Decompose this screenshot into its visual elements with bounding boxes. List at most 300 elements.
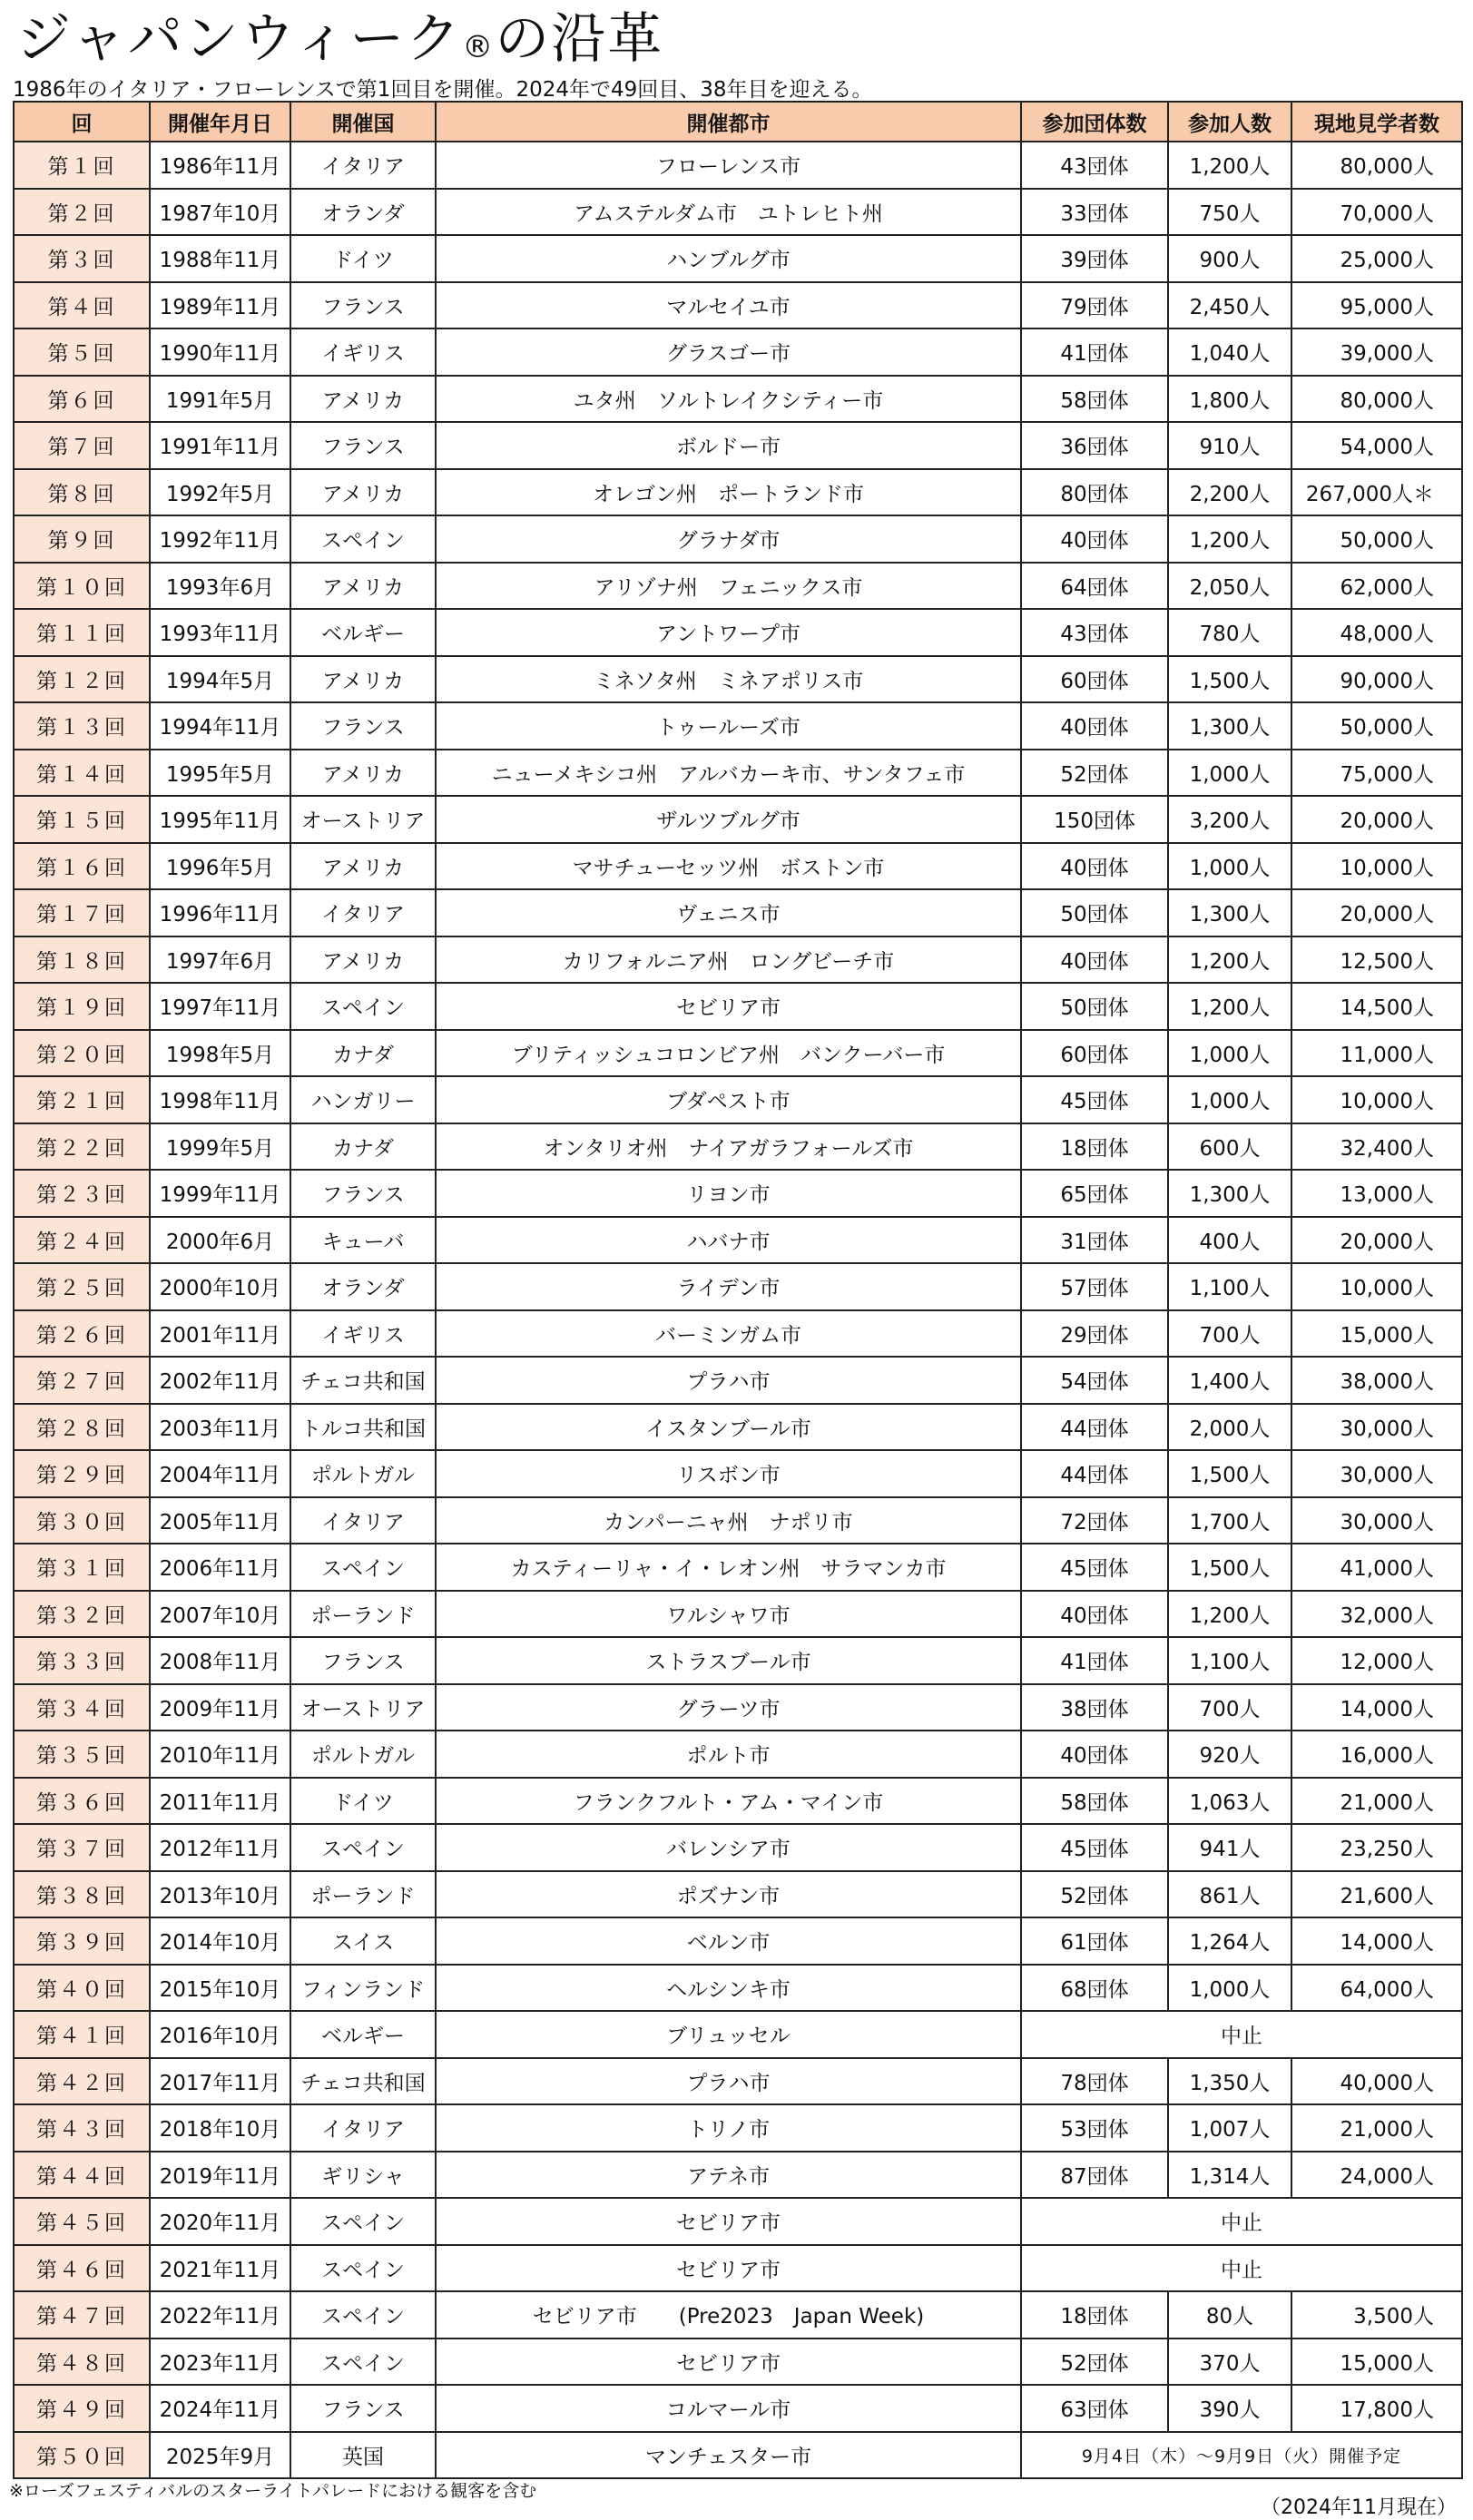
table-row — [14, 2291, 1462, 2339]
round-cell: 第６回 — [14, 376, 150, 423]
visitors-cell: 80,000人 — [1291, 376, 1462, 423]
city-cell: ボルドー市 — [436, 422, 1021, 469]
round-cell: 第１５回 — [14, 796, 150, 843]
header-row — [14, 102, 1462, 142]
table-row — [14, 422, 1462, 469]
table-row — [14, 2198, 1462, 2245]
country-cell: フランス — [290, 1170, 436, 1217]
date-cell: 2012年11月 — [150, 1824, 290, 1871]
date-cell: 2008年11月 — [150, 1637, 290, 1684]
date-cell: 2010年11月 — [150, 1731, 290, 1778]
history-table — [13, 101, 1463, 2479]
table-row — [14, 2245, 1462, 2292]
round-cell: 第３２回 — [14, 1591, 150, 1638]
participants-cell: 1,000人 — [1168, 1965, 1291, 2012]
table-row — [14, 235, 1462, 282]
city-cell: ポズナン市 — [436, 1871, 1021, 1918]
participants-cell: 750人 — [1168, 189, 1291, 236]
groups-cell: 18団体 — [1021, 1123, 1168, 1171]
visitors-cell: 16,000人 — [1291, 1731, 1462, 1778]
city-cell: ストラスブール市 — [436, 1637, 1021, 1684]
country-cell: フランス — [290, 422, 436, 469]
visitors-cell: 50,000人 — [1291, 515, 1462, 563]
status-cell: 中止 — [1021, 2245, 1462, 2292]
city-cell: グラーツ市 — [436, 1684, 1021, 1731]
table-row — [14, 376, 1462, 423]
date-cell: 1993年11月 — [150, 609, 290, 656]
participants-cell: 1,000人 — [1168, 1030, 1291, 1077]
round-cell: 第１２回 — [14, 656, 150, 703]
country-cell: ベルギー — [290, 609, 436, 656]
participants-cell: 1,200人 — [1168, 936, 1291, 984]
round-cell: 第４６回 — [14, 2245, 150, 2292]
column-header: 回 — [14, 102, 150, 142]
round-cell: 第１７回 — [14, 889, 150, 936]
visitors-cell: 11,000人 — [1291, 1030, 1462, 1077]
groups-cell: 31団体 — [1021, 1217, 1168, 1264]
date-cell: 1986年11月 — [150, 142, 290, 189]
city-cell: フローレンス市 — [436, 142, 1021, 189]
date-cell: 2003年11月 — [150, 1404, 290, 1451]
city-cell: オンタリオ州 ナイアガラフォールズ市 — [436, 1123, 1021, 1171]
visitors-cell: 38,000人 — [1291, 1357, 1462, 1404]
column-header: 開催都市 — [436, 102, 1021, 142]
participants-cell: 700人 — [1168, 1310, 1291, 1358]
date-cell: 1997年6月 — [150, 936, 290, 984]
participants-cell: 1,500人 — [1168, 1450, 1291, 1497]
round-cell: 第４８回 — [14, 2339, 150, 2386]
groups-cell: 40団体 — [1021, 515, 1168, 563]
visitors-cell: 13,000人 — [1291, 1170, 1462, 1217]
country-cell: カナダ — [290, 1030, 436, 1077]
table-body — [14, 142, 1462, 2478]
table-row — [14, 1824, 1462, 1871]
country-cell: フランス — [290, 1637, 436, 1684]
groups-cell: 39団体 — [1021, 235, 1168, 282]
city-cell: グラナダ市 — [436, 515, 1021, 563]
visitors-cell: 23,250人 — [1291, 1824, 1462, 1871]
date-cell: 1988年11月 — [150, 235, 290, 282]
groups-cell: 33団体 — [1021, 189, 1168, 236]
participants-cell: 2,450人 — [1168, 282, 1291, 329]
participants-cell: 1,314人 — [1168, 2152, 1291, 2199]
table-row — [14, 2432, 1462, 2479]
date-cell: 2016年10月 — [150, 2011, 290, 2058]
participants-cell: 1,000人 — [1168, 1076, 1291, 1123]
city-cell: プラハ市 — [436, 2058, 1021, 2105]
participants-cell: 1,100人 — [1168, 1637, 1291, 1684]
as-of-date: （2024年11月現在） — [1261, 2496, 1457, 2519]
groups-cell: 40団体 — [1021, 1731, 1168, 1778]
visitors-cell: 10,000人 — [1291, 843, 1462, 890]
city-cell: カリフォルニア州 ロングビーチ市 — [436, 936, 1021, 984]
groups-cell: 41団体 — [1021, 328, 1168, 376]
country-cell: スペイン — [290, 2291, 436, 2339]
round-cell: 第４４回 — [14, 2152, 150, 2199]
date-cell: 1999年11月 — [150, 1170, 290, 1217]
round-cell: 第９回 — [14, 515, 150, 563]
table-row — [14, 1684, 1462, 1731]
visitors-cell: 54,000人 — [1291, 422, 1462, 469]
round-cell: 第３９回 — [14, 1917, 150, 1965]
round-cell: 第１回 — [14, 142, 150, 189]
table-row — [14, 1544, 1462, 1591]
participants-cell: 1,007人 — [1168, 2104, 1291, 2152]
date-cell: 2015年10月 — [150, 1965, 290, 2012]
participants-cell: 3,200人 — [1168, 796, 1291, 843]
table-row — [14, 2058, 1462, 2105]
visitors-cell: 21,600人 — [1291, 1871, 1462, 1918]
participants-cell: 2,050人 — [1168, 563, 1291, 610]
round-cell: 第２１回 — [14, 1076, 150, 1123]
participants-cell: 1,300人 — [1168, 702, 1291, 750]
table-row — [14, 2339, 1462, 2386]
groups-cell: 57団体 — [1021, 1263, 1168, 1310]
country-cell: ポルトガル — [290, 1731, 436, 1778]
city-cell: ニューメキシコ州 アルバカーキ市、サンタフェ市 — [436, 750, 1021, 797]
visitors-cell: 80,000人 — [1291, 142, 1462, 189]
status-cell: 9月4日（木）～9月9日（火）開催予定 — [1021, 2432, 1462, 2479]
country-cell: スペイン — [290, 983, 436, 1030]
table-row — [14, 1076, 1462, 1123]
groups-cell: 41団体 — [1021, 1637, 1168, 1684]
groups-cell: 45団体 — [1021, 1544, 1168, 1591]
date-cell: 2000年10月 — [150, 1263, 290, 1310]
table-row — [14, 1731, 1462, 1778]
table-row — [14, 1637, 1462, 1684]
round-cell: 第２２回 — [14, 1123, 150, 1171]
visitors-cell: 3,500人 — [1291, 2291, 1462, 2339]
groups-cell: 58団体 — [1021, 376, 1168, 423]
visitors-cell: 267,000人＊ — [1291, 469, 1462, 516]
participants-cell: 390人 — [1168, 2385, 1291, 2432]
city-cell: アテネ市 — [436, 2152, 1021, 2199]
city-cell: マルセイユ市 — [436, 282, 1021, 329]
round-cell: 第４５回 — [14, 2198, 150, 2245]
participants-cell: 1,000人 — [1168, 843, 1291, 890]
groups-cell: 44団体 — [1021, 1404, 1168, 1451]
date-cell: 2011年11月 — [150, 1778, 290, 1825]
participants-cell: 1,000人 — [1168, 750, 1291, 797]
groups-cell: 65団体 — [1021, 1170, 1168, 1217]
city-cell: トリノ市 — [436, 2104, 1021, 2152]
participants-cell: 1,400人 — [1168, 1357, 1291, 1404]
date-cell: 1992年5月 — [150, 469, 290, 516]
participants-cell: 1,200人 — [1168, 515, 1291, 563]
table-row — [14, 189, 1462, 236]
registered-mark: ® — [462, 29, 496, 65]
visitors-cell: 12,000人 — [1291, 1637, 1462, 1684]
visitors-cell: 14,000人 — [1291, 1684, 1462, 1731]
country-cell: ポルトガル — [290, 1450, 436, 1497]
city-cell: ハバナ市 — [436, 1217, 1021, 1264]
country-cell: オランダ — [290, 189, 436, 236]
groups-cell: 40団体 — [1021, 843, 1168, 890]
table-row — [14, 1030, 1462, 1077]
country-cell: イギリス — [290, 1310, 436, 1358]
round-cell: 第５回 — [14, 328, 150, 376]
city-cell: ブリティッシュコロンビア州 バンクーバー市 — [436, 1030, 1021, 1077]
country-cell: アメリカ — [290, 376, 436, 423]
participants-cell: 861人 — [1168, 1871, 1291, 1918]
round-cell: 第２４回 — [14, 1217, 150, 1264]
country-cell: ハンガリー — [290, 1076, 436, 1123]
column-header: 開催国 — [290, 102, 436, 142]
participants-cell: 1,300人 — [1168, 889, 1291, 936]
table-row — [14, 1450, 1462, 1497]
title-main: ジャパンウィーク — [16, 7, 463, 71]
participants-cell: 1,200人 — [1168, 983, 1291, 1030]
date-cell: 1994年11月 — [150, 702, 290, 750]
city-cell: セビリア市 (Pre2023 Japan Week) — [436, 2291, 1021, 2339]
city-cell: フランクフルト・アム・マイン市 — [436, 1778, 1021, 1825]
round-cell: 第７回 — [14, 422, 150, 469]
country-cell: オーストリア — [290, 796, 436, 843]
city-cell: セビリア市 — [436, 2245, 1021, 2292]
table-row — [14, 282, 1462, 329]
country-cell: アメリカ — [290, 656, 436, 703]
participants-cell: 1,800人 — [1168, 376, 1291, 423]
date-cell: 2017年11月 — [150, 2058, 290, 2105]
visitors-cell: 41,000人 — [1291, 1544, 1462, 1591]
round-cell: 第３６回 — [14, 1778, 150, 1825]
participants-cell: 400人 — [1168, 1217, 1291, 1264]
visitors-cell: 32,400人 — [1291, 1123, 1462, 1171]
round-cell: 第１８回 — [14, 936, 150, 984]
country-cell: イタリア — [290, 889, 436, 936]
round-cell: 第４１回 — [14, 2011, 150, 2058]
round-cell: 第４３回 — [14, 2104, 150, 2152]
round-cell: 第１３回 — [14, 702, 150, 750]
city-cell: グラスゴー市 — [436, 328, 1021, 376]
participants-cell: 1,264人 — [1168, 1917, 1291, 1965]
date-cell: 1991年5月 — [150, 376, 290, 423]
city-cell: ユタ州 ソルトレイクシティー市 — [436, 376, 1021, 423]
table-row — [14, 1217, 1462, 1264]
groups-cell: 18団体 — [1021, 2291, 1168, 2339]
city-cell: アントワープ市 — [436, 609, 1021, 656]
city-cell: セビリア市 — [436, 983, 1021, 1030]
table-row — [14, 563, 1462, 610]
date-cell: 2006年11月 — [150, 1544, 290, 1591]
date-cell: 1992年11月 — [150, 515, 290, 563]
country-cell: チェコ共和国 — [290, 2058, 436, 2105]
groups-cell: 80団体 — [1021, 469, 1168, 516]
groups-cell: 38団体 — [1021, 1684, 1168, 1731]
date-cell: 2014年10月 — [150, 1917, 290, 1965]
footnote: ※ローズフェスティバルのスターライトパレードにおける観客を含む — [9, 2481, 537, 2501]
city-cell: バレンシア市 — [436, 1824, 1021, 1871]
groups-cell: 60団体 — [1021, 1030, 1168, 1077]
city-cell: カスティーリャ・イ・レオン州 サラマンカ市 — [436, 1544, 1021, 1591]
date-cell: 2009年11月 — [150, 1684, 290, 1731]
visitors-cell: 15,000人 — [1291, 2339, 1462, 2386]
date-cell: 1990年11月 — [150, 328, 290, 376]
round-cell: 第２９回 — [14, 1450, 150, 1497]
participants-cell: 1,500人 — [1168, 1544, 1291, 1591]
table-row — [14, 1778, 1462, 1825]
visitors-cell: 10,000人 — [1291, 1263, 1462, 1310]
round-cell: 第５０回 — [14, 2432, 150, 2479]
table-row — [14, 2385, 1462, 2432]
country-cell: アメリカ — [290, 750, 436, 797]
table-row — [14, 1591, 1462, 1638]
city-cell: ヴェニス市 — [436, 889, 1021, 936]
city-cell: ブリュッセル — [436, 2011, 1021, 2058]
participants-cell: 700人 — [1168, 1684, 1291, 1731]
country-cell: スペイン — [290, 1544, 436, 1591]
groups-cell: 78団体 — [1021, 2058, 1168, 2105]
round-cell: 第３５回 — [14, 1731, 150, 1778]
visitors-cell: 48,000人 — [1291, 609, 1462, 656]
table-row — [14, 609, 1462, 656]
city-cell: ザルツブルグ市 — [436, 796, 1021, 843]
country-cell: ポーランド — [290, 1871, 436, 1918]
round-cell: 第１０回 — [14, 563, 150, 610]
date-cell: 1998年5月 — [150, 1030, 290, 1077]
visitors-cell: 20,000人 — [1291, 796, 1462, 843]
city-cell: カンパーニャ州 ナポリ市 — [436, 1497, 1021, 1544]
groups-cell: 43団体 — [1021, 609, 1168, 656]
groups-cell: 61団体 — [1021, 1917, 1168, 1965]
table-row — [14, 1170, 1462, 1217]
groups-cell: 58団体 — [1021, 1778, 1168, 1825]
visitors-cell: 30,000人 — [1291, 1497, 1462, 1544]
round-cell: 第２０回 — [14, 1030, 150, 1077]
table-row — [14, 1263, 1462, 1310]
participants-cell: 910人 — [1168, 422, 1291, 469]
city-cell: オレゴン州 ポートランド市 — [436, 469, 1021, 516]
visitors-cell: 30,000人 — [1291, 1450, 1462, 1497]
city-cell: ハンブルグ市 — [436, 235, 1021, 282]
visitors-cell: 17,800人 — [1291, 2385, 1462, 2432]
round-cell: 第３１回 — [14, 1544, 150, 1591]
visitors-cell: 10,000人 — [1291, 1076, 1462, 1123]
round-cell: 第４回 — [14, 282, 150, 329]
title-suffix: の沿革 — [495, 7, 664, 71]
groups-cell: 50団体 — [1021, 983, 1168, 1030]
country-cell: スペイン — [290, 2198, 436, 2245]
date-cell: 1995年5月 — [150, 750, 290, 797]
country-cell: イタリア — [290, 1497, 436, 1544]
participants-cell: 780人 — [1168, 609, 1291, 656]
groups-cell: 60団体 — [1021, 656, 1168, 703]
date-cell: 2024年11月 — [150, 2385, 290, 2432]
round-cell: 第４２回 — [14, 2058, 150, 2105]
country-cell: アメリカ — [290, 563, 436, 610]
table-row — [14, 1965, 1462, 2012]
round-cell: 第３回 — [14, 235, 150, 282]
date-cell: 2019年11月 — [150, 2152, 290, 2199]
country-cell: ドイツ — [290, 1778, 436, 1825]
city-cell: ライデン市 — [436, 1263, 1021, 1310]
country-cell: 英国 — [290, 2432, 436, 2479]
groups-cell: 52団体 — [1021, 1871, 1168, 1918]
visitors-cell: 20,000人 — [1291, 889, 1462, 936]
city-cell: ミネソタ州 ミネアポリス市 — [436, 656, 1021, 703]
round-cell: 第２回 — [14, 189, 150, 236]
table-row — [14, 750, 1462, 797]
visitors-cell: 24,000人 — [1291, 2152, 1462, 2199]
groups-cell: 45団体 — [1021, 1076, 1168, 1123]
visitors-cell: 62,000人 — [1291, 563, 1462, 610]
country-cell: フランス — [290, 282, 436, 329]
participants-cell: 2,200人 — [1168, 469, 1291, 516]
table-row — [14, 469, 1462, 516]
country-cell: ギリシャ — [290, 2152, 436, 2199]
status-cell: 中止 — [1021, 2011, 1462, 2058]
date-cell: 2005年11月 — [150, 1497, 290, 1544]
city-cell: アムステルダム市 ユトレヒト州 — [436, 189, 1021, 236]
groups-cell: 36団体 — [1021, 422, 1168, 469]
participants-cell: 600人 — [1168, 1123, 1291, 1171]
visitors-cell: 20,000人 — [1291, 1217, 1462, 1264]
table-row — [14, 843, 1462, 890]
groups-cell: 40団体 — [1021, 936, 1168, 984]
participants-cell: 80人 — [1168, 2291, 1291, 2339]
round-cell: 第３８回 — [14, 1871, 150, 1918]
table-row — [14, 1497, 1462, 1544]
visitors-cell: 25,000人 — [1291, 235, 1462, 282]
date-cell: 1987年10月 — [150, 189, 290, 236]
city-cell: セビリア市 — [436, 2198, 1021, 2245]
country-cell: スペイン — [290, 1824, 436, 1871]
visitors-cell: 12,500人 — [1291, 936, 1462, 984]
column-header: 現地見学者数 — [1291, 102, 1462, 142]
round-cell: 第３０回 — [14, 1497, 150, 1544]
city-cell: ベルン市 — [436, 1917, 1021, 1965]
date-cell: 1996年11月 — [150, 889, 290, 936]
groups-cell: 68団体 — [1021, 1965, 1168, 2012]
round-cell: 第２５回 — [14, 1263, 150, 1310]
date-cell: 2000年6月 — [150, 1217, 290, 1264]
country-cell: フィンランド — [290, 1965, 436, 2012]
groups-cell: 43団体 — [1021, 142, 1168, 189]
city-cell: バーミンガム市 — [436, 1310, 1021, 1358]
country-cell: チェコ共和国 — [290, 1357, 436, 1404]
date-cell: 1998年11月 — [150, 1076, 290, 1123]
table-row — [14, 702, 1462, 750]
participants-cell: 1,040人 — [1168, 328, 1291, 376]
date-cell: 2023年11月 — [150, 2339, 290, 2386]
date-cell: 1991年11月 — [150, 422, 290, 469]
country-cell: ドイツ — [290, 235, 436, 282]
table-row — [14, 796, 1462, 843]
round-cell: 第１９回 — [14, 983, 150, 1030]
date-cell: 1997年11月 — [150, 983, 290, 1030]
city-cell: セビリア市 — [436, 2339, 1021, 2386]
table-row — [14, 2104, 1462, 2152]
country-cell: トルコ共和国 — [290, 1404, 436, 1451]
table-header — [14, 102, 1462, 142]
date-cell: 1999年5月 — [150, 1123, 290, 1171]
table-row — [14, 2011, 1462, 2058]
participants-cell: 1,700人 — [1168, 1497, 1291, 1544]
groups-cell: 79団体 — [1021, 282, 1168, 329]
date-cell: 1993年6月 — [150, 563, 290, 610]
visitors-cell: 75,000人 — [1291, 750, 1462, 797]
table-row — [14, 1404, 1462, 1451]
country-cell: キューバ — [290, 1217, 436, 1264]
table-row — [14, 328, 1462, 376]
groups-cell: 45団体 — [1021, 1824, 1168, 1871]
country-cell: カナダ — [290, 1123, 436, 1171]
date-cell: 2022年11月 — [150, 2291, 290, 2339]
visitors-cell: 70,000人 — [1291, 189, 1462, 236]
city-cell: トゥールーズ市 — [436, 702, 1021, 750]
table-row — [14, 1357, 1462, 1404]
country-cell: アメリカ — [290, 843, 436, 890]
